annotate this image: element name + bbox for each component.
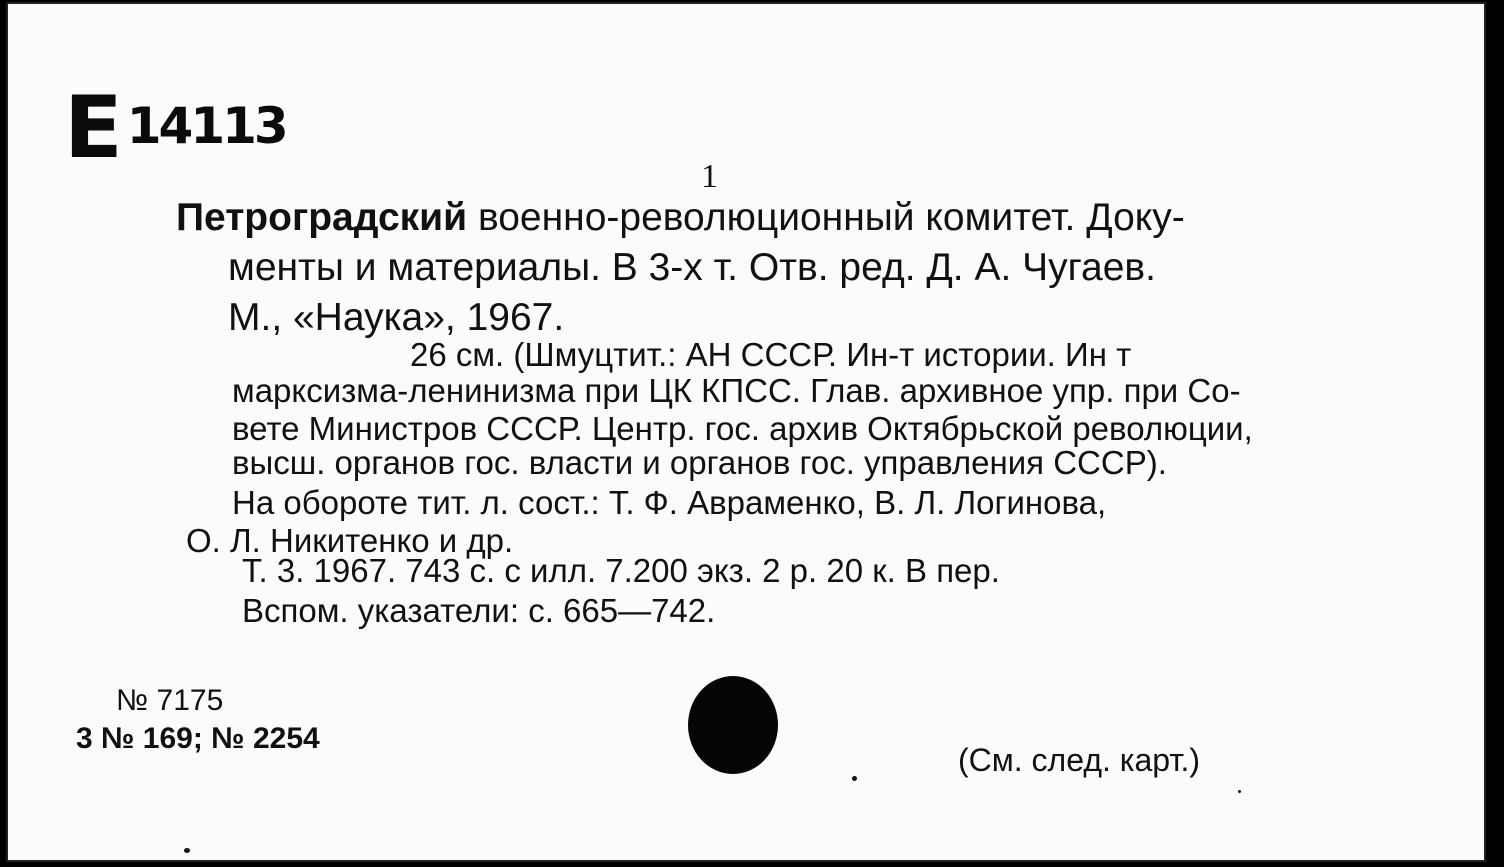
shelf-mark-number: 14113	[126, 97, 286, 155]
shelf-mark-letter: Е	[64, 78, 121, 178]
scan-edge	[1490, 0, 1504, 867]
entry-line-6: вете Министров СССР. Центр. гос. архив Октябрьской революции,	[232, 410, 1253, 447]
entry-line-11: Вспом. указатели: с. 665—742.	[242, 592, 716, 629]
entry-line-7: высш. органов гос. власти и органов гос. управления СССР).	[232, 444, 1167, 481]
inventory-number-1: № 7175	[116, 684, 224, 717]
punch-hole-icon	[688, 676, 778, 774]
volume-marker: 1	[701, 158, 718, 195]
scan-speck	[852, 776, 857, 781]
scan-speck	[1238, 790, 1241, 793]
inventory-number-2: 3 № 169; № 2254	[76, 722, 320, 755]
entry-line-5: марксизма-ленинизма при ЦК КПСС. Глав. архивное упр. при Со-	[232, 372, 1241, 409]
continuation-note: (См. след. карт.)	[958, 742, 1201, 778]
entry-heading-rest: военно-революционный комитет. Доку-	[467, 196, 1185, 239]
scan-speck	[184, 848, 190, 853]
entry-line-3: М., «Наука», 1967.	[228, 296, 565, 339]
entry-line-8: На обороте тит. л. сост.: Т. Ф. Авраменко, В. Л. Логинова,	[232, 484, 1107, 521]
entry-heading-bold: Петроградский	[176, 196, 468, 239]
shelf-mark	[64, 78, 286, 178]
entry-line-4: 26 см. (Шмуцтит.: АН СССР. Ин-т истории. Ин т	[410, 336, 1132, 373]
entry-heading	[176, 196, 1185, 240]
entry-line-10: Т. 3. 1967. 743 с. с илл. 7.200 экз. 2 р. 20 к. В пер.	[242, 552, 1000, 589]
entry-line-2: менты и материалы. В 3-х т. Отв. ред. Д. А. Чугаев.	[228, 246, 1156, 289]
entry-line-9: О. Л. Никитенко и др.	[186, 522, 514, 559]
